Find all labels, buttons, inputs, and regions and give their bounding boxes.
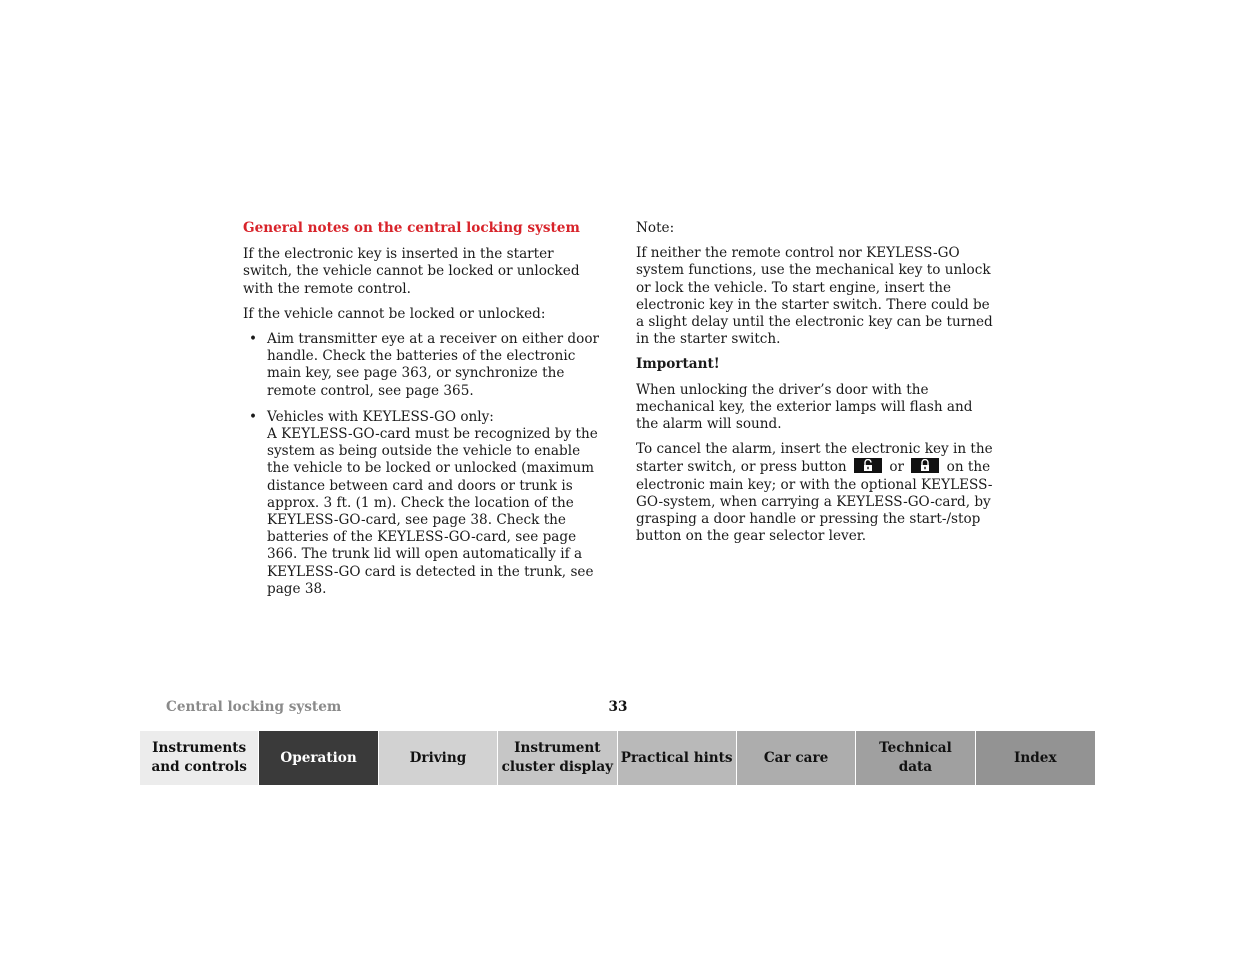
tab-car-care[interactable]: Car care: [737, 731, 856, 785]
tab-instruments-and-controls[interactable]: Instruments and controls: [140, 731, 259, 785]
bullet-marker: •: [249, 408, 258, 425]
paragraph-cannot-lock: If the vehicle cannot be locked or unlocked:: [243, 305, 546, 322]
page-number: 33: [608, 699, 628, 715]
important-text: When unlocking the driver’s door with the mechanical key, the exterior lamps will flash and the alarm will sound.: [636, 381, 973, 433]
cancel-text-before: To cancel the alarm, insert the electronic key in the starter switch, or press button: [636, 441, 993, 476]
note-label: Note:: [636, 220, 675, 236]
tab-technical-data[interactable]: Technical data: [856, 731, 975, 785]
bullet-list: [243, 331, 603, 598]
tab-driving[interactable]: Driving: [379, 731, 498, 785]
list-item: [243, 331, 603, 400]
bullet-text: A KEYLESS-GO-card must be recognized by the system as being outside the vehicle to enable the vehicle to be locked or unlocked (maximum distance between card and doors or trunk is approx. 3 ft. (1 m). Check the location of the KEYLESS-GO-card, see page 38. Check the batteries of the KEYLESS-GO-card, see page 366. The trunk lid will open automatically if a KEYLESS-GO card is detected in the trunk, see page 38.: [267, 426, 598, 597]
cancel-text-after: on the electronic main key; or with the optional KEYLESS-GO-system, when carrying a KEYLESS-GO-card, by grasping a door handle or pressing the start-/stop button on the gear selector lever.: [636, 459, 993, 545]
paragraph-key-in-switch: If the electronic key is inserted in the starter switch, the vehicle cannot be locked or unlocked with the remote control.: [243, 246, 580, 297]
note-text: If neither the remote control nor KEYLESS-GO system functions, use the mechanical key to unlock or lock the vehicle. To start engine, insert the electronic key in the starter switch. There could be a slight delay until the electronic key can be turned in the starter switch.: [636, 245, 993, 348]
list-item: [243, 409, 603, 598]
cancel-text-or: or: [889, 459, 904, 476]
important-label: Important!: [636, 356, 720, 373]
bullet-title: Vehicles with KEYLESS-GO only:: [267, 408, 494, 425]
section-heading: General notes on the central locking system: [243, 220, 580, 236]
bullet-marker: •: [249, 331, 258, 348]
tab-practical-hints[interactable]: Practical hints: [618, 731, 737, 785]
right-column: [636, 220, 996, 553]
chapter-navigation: [140, 731, 1095, 785]
bullet-text: Aim transmitter eye at a receiver on either door handle. Check the batteries of the electronic main key, see page 363, or synchronize the remote control, see page 365.: [267, 331, 599, 399]
unlock-button-icon: [854, 458, 882, 473]
section-footer-label: Central locking system: [166, 699, 342, 715]
tab-index[interactable]: Index: [976, 731, 1095, 785]
cancel-alarm-text: [636, 441, 996, 545]
lock-button-icon: [911, 458, 939, 473]
tab-operation[interactable]: Operation: [259, 731, 378, 785]
tab-instrument-cluster-display[interactable]: Instrument cluster display: [498, 731, 617, 785]
left-column: [243, 220, 603, 607]
